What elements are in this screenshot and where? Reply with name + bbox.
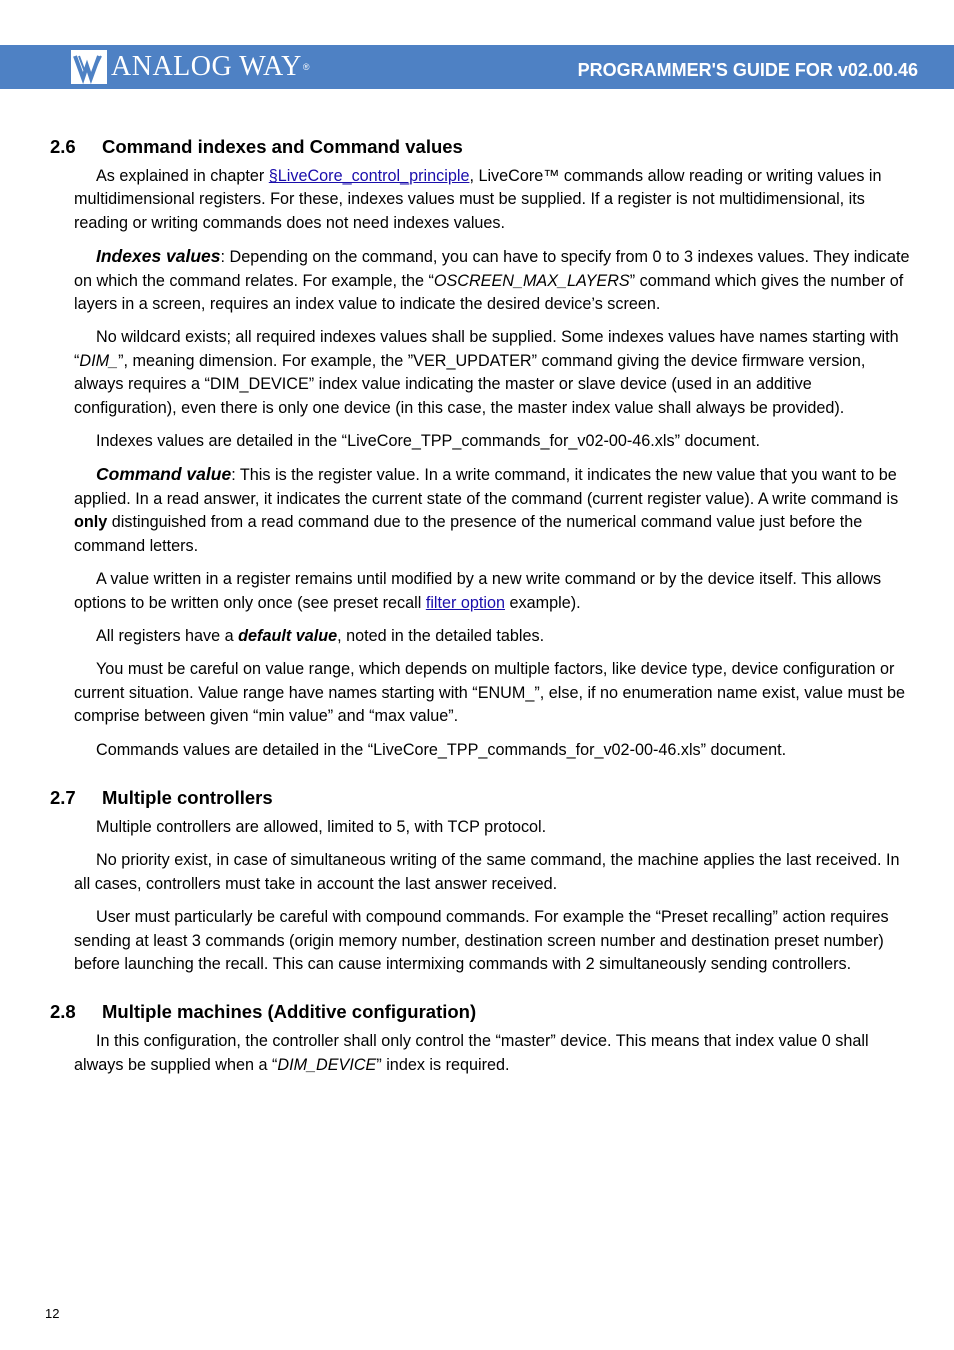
page-content [50, 133, 912, 1087]
filter-option-link[interactable]: filter option [425, 593, 506, 612]
term-command-value: Command value [96, 464, 232, 485]
paragraph: User must particularly be careful with compound commands. For example the “Preset recalling” action requires sending at least 3 commands (origin memory number, destination screen number and destination preset number) before launching the recall. This can cause intermixing commands with 2 simultaneously sending controllers. [74, 908, 889, 973]
section-heading-2-8 [50, 998, 912, 1026]
brand-logo [71, 50, 310, 84]
paragraph: Indexes values are detailed in the “LiveCore_TPP_commands_for_v02-00-46.xls” document. [96, 432, 761, 451]
paragraph: No priority exist, in case of simultaneous writing of the same command, the machine applies the last received. In all cases, controllers must take in account the last answer received. [74, 851, 900, 893]
section-number: 2.6 [50, 136, 76, 157]
paragraph: In this configuration, the controller shall only control the “master” device. This means that index value 0 shall always be supplied when a “DIM_DEVICE” index is required. [74, 1032, 869, 1074]
header-bar [0, 45, 954, 89]
paragraph: Multiple controllers are allowed, limited to 5, with TCP protocol. [96, 817, 547, 836]
paragraph: All registers have a default value, noted in the detailed tables. [96, 626, 545, 645]
term-indexes-values: Indexes values [96, 246, 221, 267]
page-number: 12 [45, 1306, 60, 1321]
livecore-control-principle-link[interactable]: §LiveCore_control_principle [268, 167, 470, 185]
term-default-value: default value [238, 626, 338, 645]
paragraph: Command value: This is the register value. In a write command, it indicates the new value that you want to be applied. In a read answer, it indicates the current state of the command (current register value). A write command is only distinguished from a read command due to the presence of the numerical command value just before the command letters. [74, 464, 899, 555]
section-number: 2.7 [50, 786, 76, 808]
analog-way-logo-icon [71, 50, 107, 84]
brand-name: ANALOG WAY [111, 51, 302, 82]
paragraph: No wildcard exists; all required indexes values shall be supplied. Some indexes values have names starting with “DIM_”, meaning dimension. For example, the ”VER_UPDATER” command giving the device firmware version, always requires a “DIM_DEVICE” index value indicating the master or slave device (used in an additive configuration), even there is only one device (in this case, the master index value shall always be provided). [74, 328, 899, 417]
section-title: Multiple controllers [102, 786, 273, 808]
brand-registered-mark: ® [302, 62, 310, 72]
section-title: Multiple machines (Additive configuration) [102, 1001, 477, 1023]
paragraph: Indexes values: Depending on the command, you can have to specify from 0 to 3 indexes values. They indicate on which the command relates. For example, the “OSCREEN_MAX_LAYERS” command which gives the number of layers in a screen, requires an index value to indicate the desired device’s screen. [74, 246, 910, 314]
section-number: 2.8 [50, 1001, 76, 1023]
section-heading-2-7 [50, 784, 912, 812]
document-title: PROGRAMMER'S GUIDE FOR v02.00.46 [577, 60, 918, 80]
paragraph: You must be careful on value range, which depends on multiple factors, like device type, device configuration or current situation. Value range have names starting with “ENUM_”, else, if no enumeration name exist, value must be comprise between given “min value” and “max value”. [74, 660, 906, 726]
section-heading-2-6 [50, 133, 912, 161]
section-title: Command indexes and Command values [102, 136, 463, 157]
paragraph: As explained in chapter §LiveCore_control_principle, LiveCore™ commands allow reading or writing values in multidimensional registers. For these, indexes values must be supplied. If a register is not multidimensional, its reading or writing commands does not need indexes values. [74, 167, 882, 232]
paragraph: A value written in a register remains until modified by a new write command or by the device itself. This allows options to be written only once (see preset recall filter option example). [74, 570, 882, 612]
paragraph: Commands values are detailed in the “LiveCore_TPP_commands_for_v02-00-46.xls” document. [96, 740, 787, 759]
